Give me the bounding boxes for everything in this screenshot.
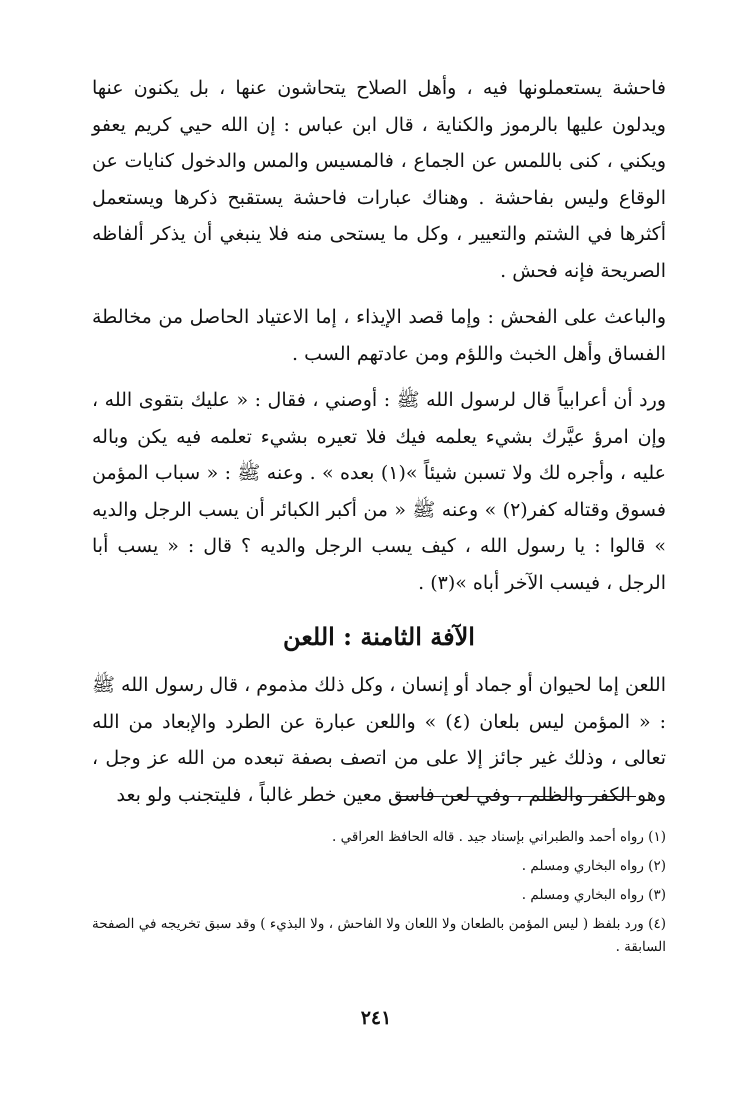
paragraph-hadith-insult: ورد أن أعرابياً قال لرسول الله ﷺ : أوصني ، فقال : « عليك بتقوى الله ، وإن امرؤ عيَّرك بشيء يعلمه فيك فلا تعيره بشيء تعلمه فيه يكن وباله عليه ، وأجره لك ولا تسبن شيئاً »(١) بعده » . وعنه ﷺ : « سباب المؤمن فسوق وقتاله كفر(٢) » وعنه ﷺ « من أكبر الكبائر أن يسب الرجل والديه » قالوا : يا رسول الله ، كيف يسب الرجل والديه ؟ قال : « يسب أبا الرجل ، فيسب الآخر أباه »(٣) . (92, 389, 666, 594)
paragraph-cursing: اللعن إما لحيوان أو جماد أو إنسان ، وكل ذلك مذموم ، قال رسول الله ﷺ : « المؤمن ليس بلعان (٤) » واللعن عبارة عن الطرد والإبعاد من الله تعالى ، وذلك غير جائز إلا على من اتصف بصفة تبعده من الله عز وجل ، وهو الكفر والظلم ، وفي لعن فاسق معين خطر غالباً ، فليتجنب ولو بعد (92, 674, 666, 806)
footnotes (92, 826, 666, 965)
page-body (92, 70, 666, 813)
paragraph-motive-of-obscenity: والباعث على الفحش : وإما قصد الإيذاء ، إما الاعتياد الحاصل من مخالطة الفساق وأهل الخبث واللؤم ومن عادتهم السب . (92, 306, 666, 365)
paragraph-obscenity-usage: فاحشة يستعملونها فيه ، وأهل الصلاح يتحاشون عنها ، بل يكنون عنها ويدلون عليها بالرموز والكناية ، قال ابن عباس : إن الله حيي كريم يعفو ويكني ، كنى باللمس عن الجماع ، فالمسيس والمس والدخول كنايات عن الوقاع وليس بفاحشة . وهناك عبارات فاحشة يستقبح ذكرها ويستعمل أكثرها في الشتم والتعيير ، وكل ما يستحى منه فلا ينبغي أن يذكر ألفاظه الصريحة فإنه فحش . (92, 77, 666, 282)
footnote-divider (396, 796, 636, 797)
footnote-3: (٣) رواه البخاري ومسلم . (521, 887, 666, 903)
footnote-2: (٢) رواه البخاري ومسلم . (521, 858, 666, 874)
page-number: ٢٤١ (360, 1007, 392, 1029)
section-title: الآفة الثامنة : اللعن (283, 622, 475, 651)
footnote-1: (١) رواه أحمد والطبراني بإسناد جيد . قاله الحافظ العراقي . (332, 829, 666, 845)
footnote-4: (٤) ورد بلفظ ( ليس المؤمن بالطعان ولا اللعان ولا الفاحش ، ولا البذيء ) وقد سبق تخريجه في الصفحة السابقة . (92, 916, 666, 955)
